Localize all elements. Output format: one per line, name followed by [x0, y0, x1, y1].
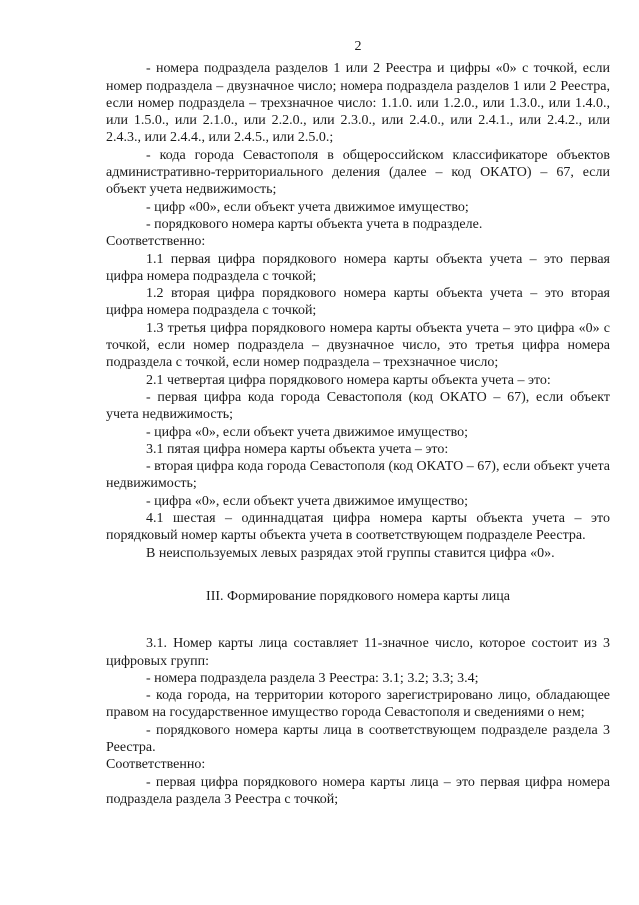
paragraph: В неиспользуемых левых разрядах этой группы ставится цифра «0».	[146, 545, 555, 561]
list-item: - кода города, на территории которого зарегистрировано лицо, обладающее правом на государственное имущество города Севастополя и сведениями о нем;	[106, 688, 610, 721]
paragraph: 1.2 вторая цифра порядкового номера карты объекта учета – это вторая цифра номера подраздела с точкой;	[106, 286, 610, 319]
section-heading: III. Формирование порядкового номера карты лица	[206, 588, 510, 604]
list-item: - цифра «0», если объект учета движимое имущество;	[146, 424, 468, 440]
list-item: - кода города Севастополя в общероссийском классификаторе объектов административно-территориального деления (далее – код ОКАТО) – 67, если объект учета недвижимость;	[106, 147, 610, 198]
list-item: - номера подраздела раздела 3 Реестра: 3.1; 3.2; 3.3; 3.4;	[146, 670, 479, 686]
list-item: - порядкового номера карты лица в соответствующем подразделе раздела 3 Реестра.	[106, 722, 610, 755]
paragraph: 4.1 шестая – одиннадцатая цифра номера карты объекта учета – это порядковый номер карты объекта учета в соответствующем подразделе Реестра.	[106, 511, 610, 544]
list-item: - первая цифра порядкового номера карты лица – это первая цифра номера подраздела раздела 3 Реестра с точкой;	[106, 774, 610, 807]
paragraph: 2.1 четвертая цифра порядкового номера карты объекта учета – это:	[146, 372, 551, 388]
list-item: - вторая цифра кода города Севастополя (код ОКАТО – 67), если объект учета недвижимость;	[106, 459, 610, 492]
paragraph: 3.1 пятая цифра номера карты объекта учета – это:	[146, 441, 449, 457]
page-number: 2	[354, 39, 362, 54]
list-item: - первая цифра кода города Севастополя (код ОКАТО – 67), если объект учета недвижимость;	[106, 389, 610, 423]
paragraph: Соответственно:	[106, 757, 206, 773]
list-item: - порядкового номера карты объекта учета в подразделе.	[146, 216, 483, 232]
list-item: - цифр «00», если объект учета движимое имущество;	[146, 199, 469, 215]
paragraph: 1.3 третья цифра порядкового номера карты объекта учета – это цифра «0» с точкой, если номер подраздела – двузначное число, это третья цифра номера подраздела с точкой, если номер подраздела – трехзначное число;	[106, 320, 610, 371]
list-item: - номера подраздела разделов 1 или 2 Реестра и цифры «0» с точкой, если номер подраздела – двузначное число; номера подраздела разделов 1 или 2 Реестра, если номер подраздела – трехзначное число: 1.1.0. или 1.2.0., или 1.3.0., или 1.4.0., или 1.5.0., или 2.1.0., или 2.2.0., или 2.3.0., или 2.4.0., или 2.4.1., или 2.4.2., или 2.4.3., или 2.4.4., или 2.4.5., или 2.5.0.;	[106, 61, 610, 146]
paragraph: Соответственно:	[106, 234, 206, 250]
paragraph: 1.1 первая цифра порядкового номера карты объекта учета – это первая цифра номера подраздела с точкой;	[106, 251, 610, 284]
paragraph: 3.1. Номер карты лица составляет 11-значное число, которое состоит из 3 цифровых групп:	[106, 636, 610, 669]
list-item: - цифра «0», если объект учета движимое имущество;	[146, 493, 468, 509]
